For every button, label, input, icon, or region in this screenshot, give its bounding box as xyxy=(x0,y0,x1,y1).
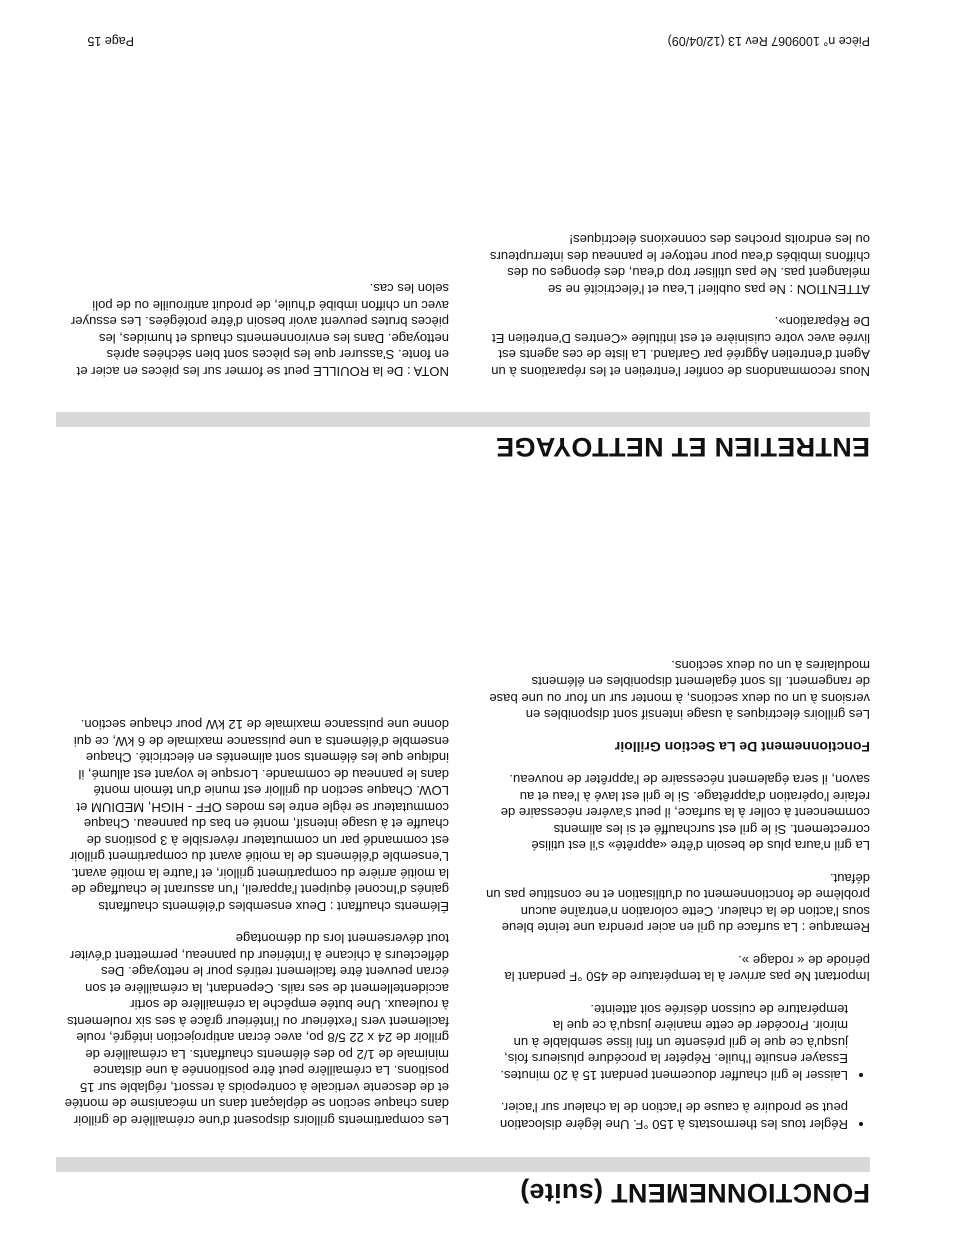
maintenance-left-column xyxy=(484,215,870,379)
heading-operation: FONCTIONNEMENT (suite) xyxy=(519,1178,870,1208)
paragraph-remarque: Remarque : La surface du gril en acier prendra une teinte bleue sous l'action de la chaleur. Cette coloration n'entraîne aucun problème de fonctionnement ou d'utilisation et ne constitue pas un défaut. xyxy=(486,871,870,936)
operation-right-column xyxy=(63,700,449,1128)
footer-page-number: Page 15 xyxy=(87,34,134,48)
paragraph-elements: Éléments chauffant : Deux ensembles d'éléments chauffants gainés d'Inconel équipent l'appareil, l'un assurant le chauffage de la moitié arrière du compartiment grilloir, et l'autre la moitié avant. L'ensemble d'éléments de la moitié avant du compartiment grilloir est commandé par un commutateur réversible à 3 positions de chauffe et à usage intensif, monté en bas du panneau. Chaque commutateur se règle entre les modes OFF - HIGH, MEDIUM et LOW. Chaque section du grilloir est munie d'un témoin monté dans le panneau de commande. Lorsque le voyant est allumé, il indique que les éléments sont alimentés en électricité. Chaque ensemble d'éléments a une puissance maximale de 6 kW, ce qui donne une puissance maximale de 12 kW pour chaque section. xyxy=(69,717,449,914)
operation-left-column xyxy=(484,641,870,1133)
section-bar-maintenance xyxy=(56,412,870,427)
bullet-item: • Laisser le gril chauffer doucement pendant 15 à 20 minutes. Essayer ensuite l'huile. Répéter la procédure plusieurs fois, jusqu'à ce que le gril présente un fini lisse semblable à un miroir. Procéder de cette manière jusqu'à ce que la température de cuisson désirée soit atteinte. xyxy=(484,1001,848,1084)
section-bar-operation xyxy=(56,1157,870,1172)
paragraph-nota: NOTA : De la ROUILLE peut se former sur les pièces en acier et en fonte. S'assurer que les pièces sont bien séchées après nettoyage. Dans les environnements chauds et humides, les pièces brutes peuvent avoir besoin d'être protégées. Les essuyer avec un chiffon imbibé d'huile, de produit antirouille ou de poli selon les cas. xyxy=(70,281,449,379)
paragraph-attention: ATTENTION : Ne pas oublier! L'eau et l'électricité ne se mélangent pas. Ne pas utiliser trop d'eau, des éponges ou des chiffons imbibés d'eau pour nettoyer le panneau des interrupteurs ou les endroits proches des connexions électriques! xyxy=(489,232,870,297)
paragraph-important: Important Ne pas arriver à la température de 450 °F pendant la période de « rodage ». xyxy=(504,953,870,985)
paragraph-grilloirs: Les grilloirs électriques à usage intensif sont disponibles en versions à un ou deux sections, à monter sur un four ou une base de rangement. Ils sont également disponibles en éléments modulaires à un ou deux sections. xyxy=(489,658,870,723)
bullet-item: • Régler tous les thermostats à 150 °F. Une légère dislocation peut se produire à cause de l'action de la chaleur sur l'acier. xyxy=(484,1099,848,1132)
bullet-list xyxy=(484,1001,870,1133)
paragraph-gril: La gril n'aura plus de besoin d'être «apprêté» s'il est utilisé correctement. Si le gril est surchauffé et si les aliments commencent à coller à la surface, il peut s'avérer nécessaire de refaire l'opération d'apprêtage. Si le gril est lavé à l'eau et au savon, il sera également nécessaire de l'apprêter de nouveau. xyxy=(500,772,870,854)
paragraph-recommandons: Nous recommandons de confier l'entretien et les réparations à un Agent d'entretien Aggréé par Garland. La liste de ces agents est livrée avec votre cuisinière et est intitulée «Centres D'entretien Et De Réparation». xyxy=(491,314,870,379)
heading-maintenance: ENTRETIEN ET NETTOYAGE xyxy=(495,432,870,462)
paragraph-compartiments: Les compartiments grilloirs disposent d'une crémaillère de grilloir dans chaque section se déplaçant dans un mécanisme de montée et de descente verticale à contrepoids à ressort, réglable sur 15 positions. La crémaillère peut être positionnée à une distance minimale de 1/2 po des éléments chauffants. La crémaillère de grilloir de 24 x 22 5/8 po, avec écran antiprojection intégré, roule facilement vers l'extérieur ou l'intérieur grâce à ses six roulements à rouleaux. Une butée empêche la crémaillère de sortir accidentellement de ses rails. Cependant, la crémaillère et son écran peuvent être facilement retirés pour le nettoyage. Des déflecteurs à chicane à l'intérieur du panneau, permettent d'éviter tout déversement lors du démontage xyxy=(64,931,449,1128)
subheading-grilloir: Fonctionnement De La Section Grilloir xyxy=(614,739,870,755)
footer-part-number: Pièce n° 1009067 Rev 13 (12/04/09) xyxy=(667,34,870,48)
maintenance-right-column xyxy=(63,264,449,379)
